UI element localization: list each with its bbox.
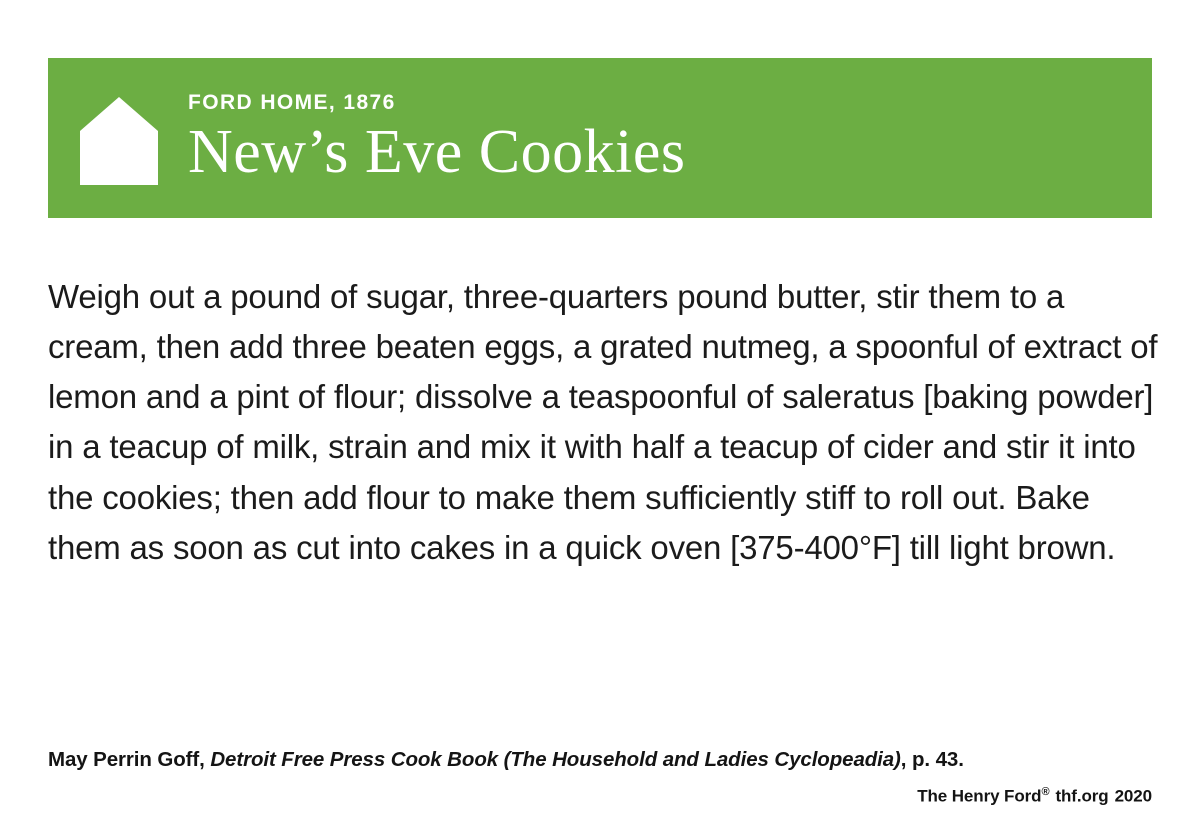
attribution-author: May Perrin Goff, (48, 748, 211, 771)
banner-text-group (188, 92, 686, 184)
credit-organization: The Henry Ford (917, 786, 1042, 806)
credit-year: 2020 (1114, 786, 1152, 806)
registered-trademark-icon: ® (1041, 786, 1050, 798)
credit-website: thf.org (1055, 786, 1109, 806)
house-icon (80, 97, 158, 185)
attribution (48, 748, 964, 772)
credit-line (917, 786, 1152, 807)
attribution-source-title: Detroit Free Press Cook Book (The Household and Ladies Cyclopeadia) (210, 748, 901, 771)
attribution-page: , p. 43. (900, 748, 964, 771)
header-banner (48, 58, 1152, 218)
recipe-text: Weigh out a pound of sugar, three-quarters pound butter, stir them to a cream, then add three beaten eggs, a grated nutmeg, a spoonful of extract of lemon and a pint of flour; dissolve a teaspoonful of saleratus [baking powder] in a teacup of milk, strain and mix it with half a teacup of cider and stir it into the cookies; then add flour to make them sufficiently stiff to roll out. Bake them as soon as cut into cakes in a quick oven [375-400°F] till light brown. (48, 278, 1158, 566)
page-title: New’s Eve Cookies (188, 117, 686, 186)
banner-eyebrow: FORD HOME, 1876 (188, 90, 396, 114)
